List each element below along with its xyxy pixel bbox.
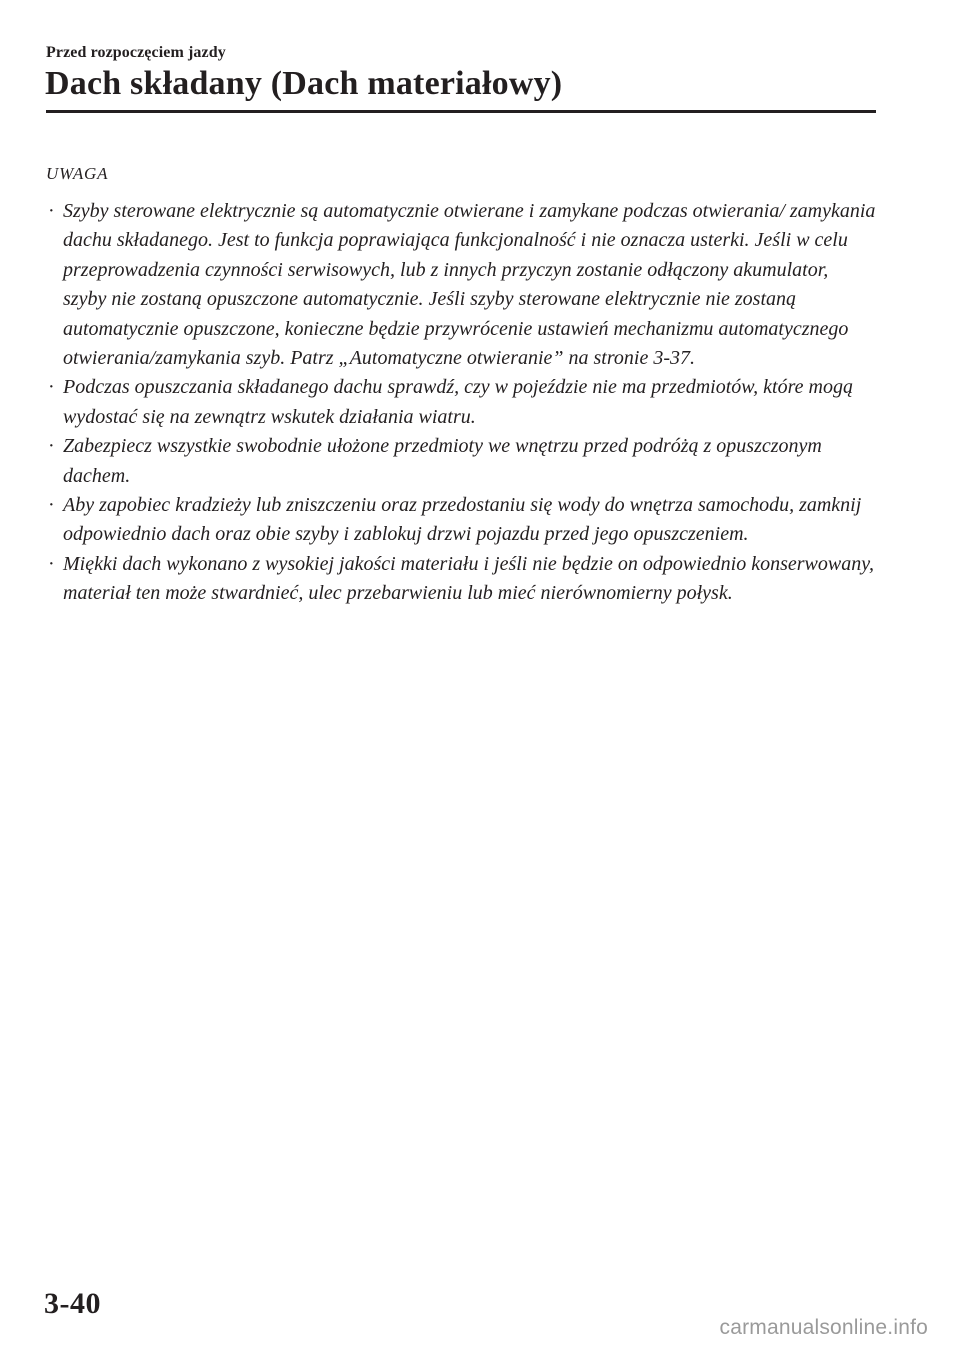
bullet-icon: · <box>48 552 55 575</box>
list-item <box>46 432 876 491</box>
list-item <box>46 491 876 550</box>
bullet-text: Podczas opuszczania składanego dachu sprawdź, czy w pojeździe nie ma przedmiotów, które mogą wydostać się na zewnątrz wskutek działania wiatru. <box>63 376 853 428</box>
bullet-icon: · <box>48 494 55 517</box>
bullet-text: Aby zapobiec kradzieży lub zniszczeniu oraz przedostaniu się wody do wnętrza samochodu, zamknij odpowiednio dach oraz obie szyby i zablokuj drzwi pojazdu przed jego opuszczeniem. <box>63 494 862 546</box>
watermark: carmanualsonline.info <box>719 1316 928 1339</box>
list-item <box>46 550 876 609</box>
caution-note <box>46 160 876 609</box>
list-item <box>46 373 876 432</box>
page-title: Dach składany (Dach materiałowy) <box>45 65 563 102</box>
bullet-text: Miękki dach wykonano z wysokiej jakości materiału i jeśli nie będzie on odpowiednio konserwowany, materiał ten może stwardnieć, ulec przebarwieniu lub mieć nierównomierny połysk. <box>63 552 874 605</box>
bullet-text: Zabezpiecz wszystkie swobodnie ułożone przedmioty we wnętrzu przed podróżą z opuszczonym dachem. <box>63 435 822 487</box>
bullet-icon: · <box>48 376 55 399</box>
page-number: 3-40 <box>44 1287 101 1320</box>
note-heading: UWAGA <box>46 164 109 183</box>
title-divider <box>46 110 876 113</box>
section-label: Przed rozpoczęciem jazdy <box>46 44 226 61</box>
bullet-icon: · <box>48 200 55 222</box>
bullet-text: Szyby sterowane elektrycznie są automatycznie otwierane i zamykane podczas otwierania/ zamykania dachu składanego. Jest to funkcja poprawiająca funkcjonalność i nie oznacza usterki. Jeśli w celu przeprowadzenia czynności serwisowych, lub z innych przyczyn zostanie odłączony akumulator, szyby nie zostaną opuszczone automatycznie. Jeśli szyby sterowane elektrycznie nie zostaną automatycznie opuszczone, konieczne będzie przywrócenie ustawień mechanizmu automatycznego otwierania/zamykania szyb. Patrz „Automatyczne otwieranie” na stronie 3-37. <box>63 200 876 370</box>
bullet-icon: · <box>48 435 55 458</box>
list-item <box>46 197 876 373</box>
note-bullet-list <box>46 197 876 609</box>
